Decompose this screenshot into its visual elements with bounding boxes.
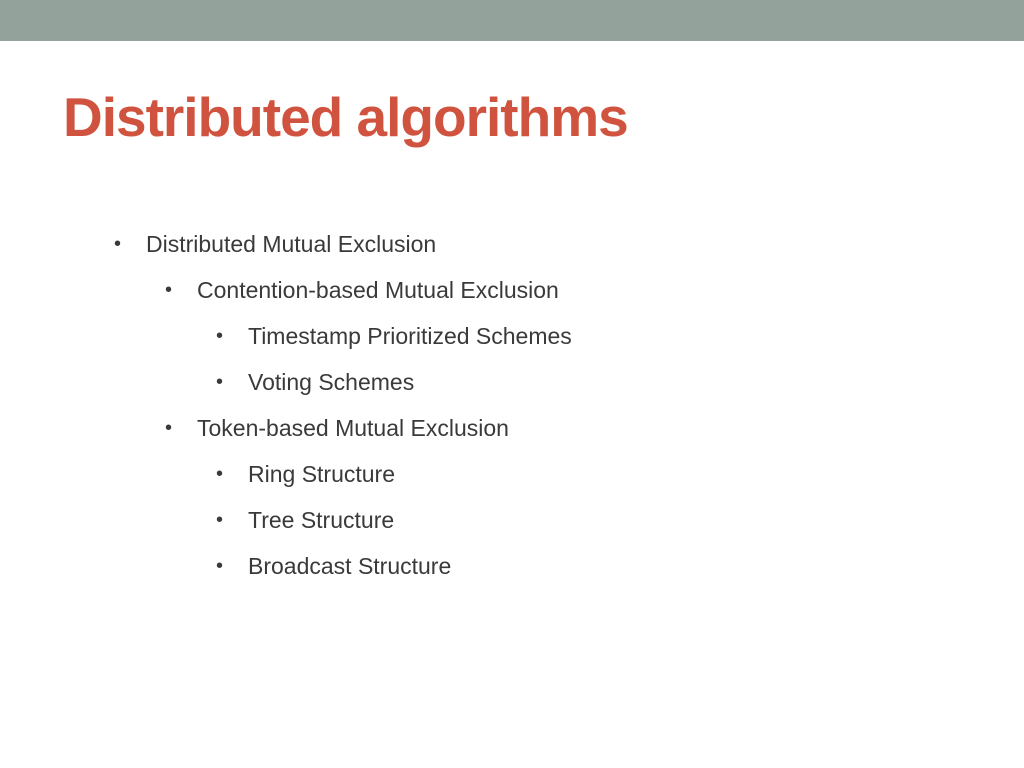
bullet-dot-icon: • (216, 463, 224, 485)
bullet-dot-icon: • (216, 509, 224, 531)
bullet-label: Contention-based Mutual Exclusion (197, 277, 559, 303)
bullet-label: Voting Schemes (248, 369, 415, 395)
bullet-dot-icon: • (165, 417, 173, 439)
bullet-label: Broadcast Structure (248, 553, 452, 579)
bullet-label: Token-based Mutual Exclusion (197, 415, 509, 441)
bullet-dot-icon: • (114, 233, 122, 255)
top-band (0, 0, 1024, 41)
bullet-dot-icon: • (216, 325, 224, 347)
bullet-label: Timestamp Prioritized Schemes (248, 323, 572, 349)
bullet-label: Distributed Mutual Exclusion (146, 231, 437, 257)
slide-title: Distributed algorithms (63, 86, 628, 148)
bullet-label: Tree Structure (248, 507, 395, 533)
bullet-dot-icon: • (165, 279, 173, 301)
bullet-dot-icon: • (216, 371, 224, 393)
bullet-label: Ring Structure (248, 461, 396, 487)
bullet-dot-icon: • (216, 555, 224, 577)
